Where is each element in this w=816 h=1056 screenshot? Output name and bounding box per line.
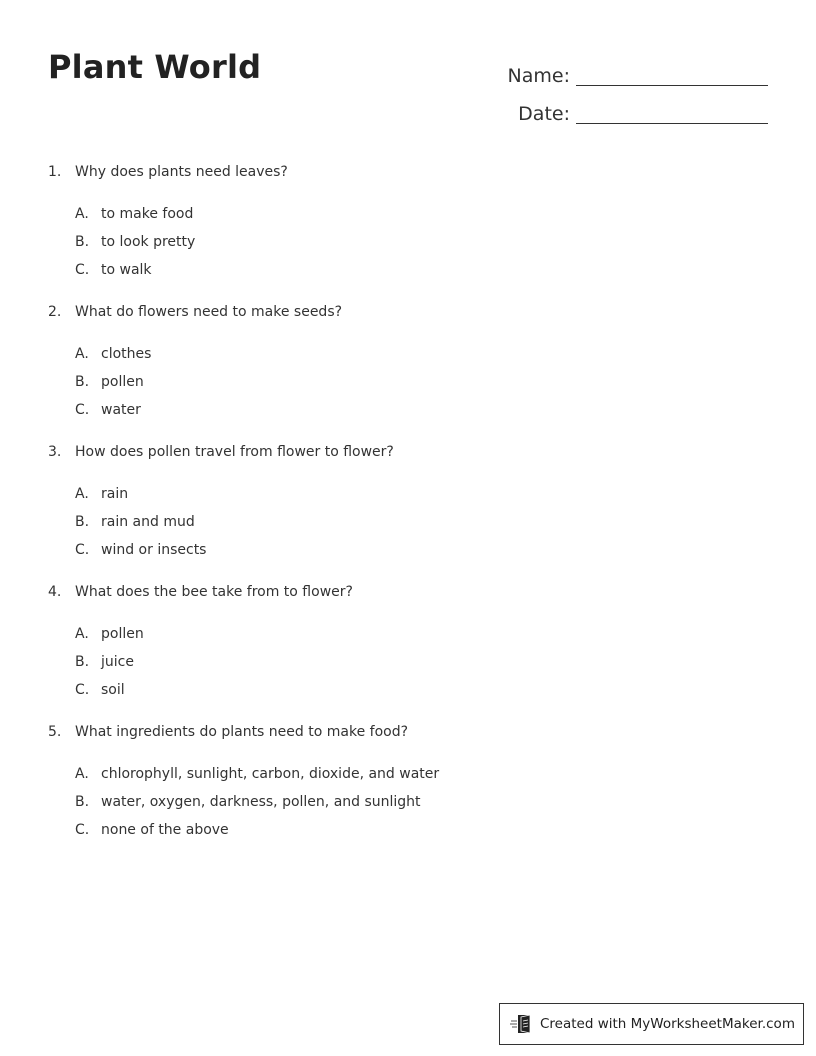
question-3 bbox=[48, 440, 748, 564]
answer-options bbox=[48, 200, 748, 284]
option-letter: A. bbox=[75, 346, 89, 362]
option-letter: C. bbox=[75, 542, 90, 558]
answer-option bbox=[75, 760, 748, 788]
option-letter: B. bbox=[75, 514, 90, 530]
created-with-badge[interactable] bbox=[499, 1003, 804, 1045]
option-letter: B. bbox=[75, 794, 90, 810]
answer-option bbox=[75, 256, 748, 284]
date-field-row bbox=[490, 88, 770, 126]
answer-option bbox=[75, 676, 748, 704]
option-letter: C. bbox=[75, 822, 90, 838]
answer-option bbox=[75, 788, 748, 816]
question-text: How does pollen travel from flower to flower? bbox=[75, 444, 394, 460]
answer-options bbox=[48, 760, 748, 844]
option-text: chlorophyll, sunlight, carbon, dioxide, and water bbox=[101, 766, 440, 782]
question-list bbox=[48, 160, 748, 860]
answer-option bbox=[75, 200, 748, 228]
option-text: none of the above bbox=[101, 822, 229, 838]
name-field-row bbox=[490, 50, 770, 88]
option-letter: B. bbox=[75, 234, 90, 250]
option-letter: A. bbox=[75, 766, 89, 782]
footer-text: Created with MyWorksheetMaker.com bbox=[540, 1016, 795, 1032]
option-text: to look pretty bbox=[101, 234, 196, 250]
option-letter: B. bbox=[75, 654, 90, 670]
option-letter: A. bbox=[75, 206, 89, 222]
option-letter: C. bbox=[75, 402, 90, 418]
option-text: clothes bbox=[101, 346, 152, 362]
question-number: 3. bbox=[48, 444, 62, 460]
answer-option bbox=[75, 648, 748, 676]
answer-option bbox=[75, 508, 748, 536]
question-number: 1. bbox=[48, 164, 62, 180]
option-letter: C. bbox=[75, 682, 90, 698]
option-text: to make food bbox=[101, 206, 194, 222]
question-number: 5. bbox=[48, 724, 62, 740]
option-text: to walk bbox=[101, 262, 152, 278]
answer-option bbox=[75, 620, 748, 648]
student-info-fields bbox=[490, 50, 770, 126]
answer-option bbox=[75, 228, 748, 256]
question-text: What does the bee take from to flower? bbox=[75, 584, 353, 600]
date-blank-line bbox=[576, 99, 768, 124]
option-letter: C. bbox=[75, 262, 90, 278]
option-text: water, oxygen, darkness, pollen, and sunlight bbox=[101, 794, 421, 810]
option-text: juice bbox=[101, 654, 134, 670]
option-text: wind or insects bbox=[101, 542, 207, 558]
question-5 bbox=[48, 720, 748, 844]
question-number: 4. bbox=[48, 584, 62, 600]
answer-option bbox=[75, 480, 748, 508]
name-label: Name: bbox=[507, 65, 570, 87]
question-text: Why does plants need leaves? bbox=[75, 164, 288, 180]
answer-options bbox=[48, 620, 748, 704]
question-1 bbox=[48, 160, 748, 284]
answer-option bbox=[75, 368, 748, 396]
answer-options bbox=[48, 480, 748, 564]
date-label: Date: bbox=[518, 103, 570, 125]
option-text: pollen bbox=[101, 626, 144, 642]
answer-option bbox=[75, 396, 748, 424]
question-4 bbox=[48, 580, 748, 704]
worksheet-maker-logo-icon bbox=[510, 1013, 534, 1035]
question-text: What do flowers need to make seeds? bbox=[75, 304, 343, 320]
option-letter: A. bbox=[75, 486, 89, 502]
question-2 bbox=[48, 300, 748, 424]
question-number: 2. bbox=[48, 304, 62, 320]
option-text: water bbox=[101, 402, 141, 418]
answer-options bbox=[48, 340, 748, 424]
option-text: soil bbox=[101, 682, 125, 698]
option-text: pollen bbox=[101, 374, 144, 390]
page-title: Plant World bbox=[48, 48, 262, 86]
name-blank-line bbox=[576, 61, 768, 86]
answer-option bbox=[75, 816, 748, 844]
option-text: rain bbox=[101, 486, 129, 502]
option-letter: B. bbox=[75, 374, 90, 390]
option-letter: A. bbox=[75, 626, 89, 642]
question-text: What ingredients do plants need to make food? bbox=[75, 724, 409, 740]
answer-option bbox=[75, 340, 748, 368]
answer-option bbox=[75, 536, 748, 564]
option-text: rain and mud bbox=[101, 514, 195, 530]
